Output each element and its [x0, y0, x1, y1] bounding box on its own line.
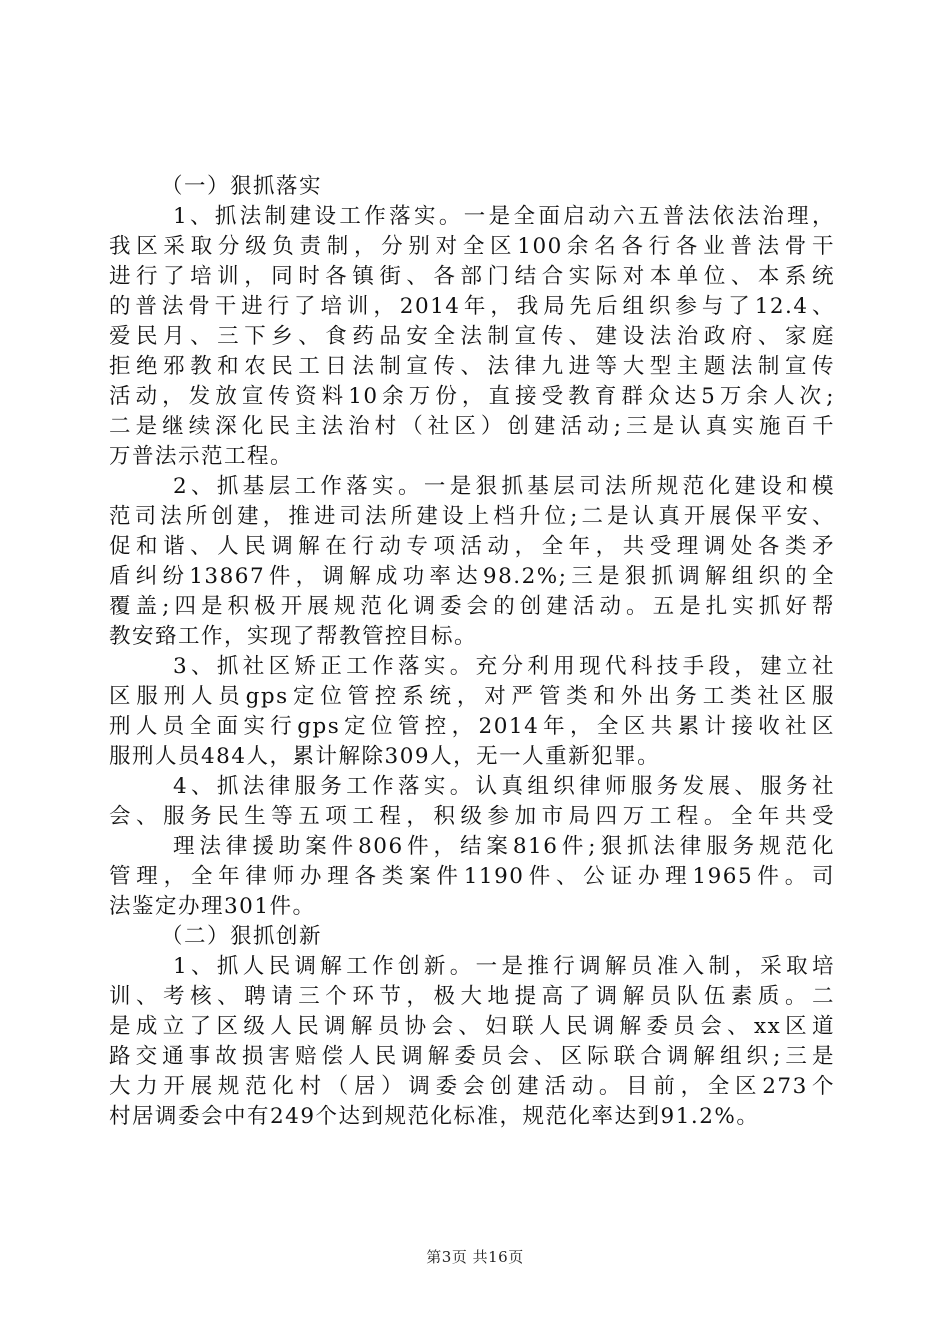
paragraph-line: 大力开展规范化村（居）调委会创建活动。目前，全区273个: [109, 1074, 835, 1099]
paragraph-line: 法鉴定办理301件。: [109, 894, 316, 919]
document-body: [109, 172, 835, 1132]
paragraph-line: 爱民月、三下乡、食药品安全法制宣传、建设法治政府、家庭: [109, 324, 835, 349]
paragraph-line: 2、抓基层工作落实。一是狠抓基层司法所规范化建设和模: [173, 474, 835, 499]
paragraph-line: 路交通事故损害赔偿人民调解委员会、区际联合调解组织;三是: [109, 1044, 835, 1069]
paragraph-line: 拒绝邪教和农民工日法制宣传、法律九进等大型主题法制宣传: [109, 354, 835, 379]
paragraph-line: 会、服务民生等五项工程，积级参加市局四万工程。全年共受: [109, 804, 835, 829]
paragraph-line: 促和谐、人民调解在行动专项活动，全年，共受理调处各类矛: [109, 534, 835, 559]
paragraph-line: 我区采取分级负责制，分别对全区100余名各行各业普法骨干: [109, 234, 835, 259]
paragraph-line: 1、抓法制建设工作落实。一是全面启动六五普法依法治理，: [173, 204, 835, 229]
paragraph-line: 管理，全年律师办理各类案件1190件、公证办理1965件。司: [109, 864, 835, 889]
paragraph-line: 刑人员全面实行gps定位管控，2014年，全区共累计接收社区: [109, 714, 835, 739]
paragraph-line: 盾纠纷13867件，调解成功率达98.2%;三是狠抓调解组织的全: [109, 564, 835, 589]
paragraph-line: 覆盖;四是积极开展规范化调委会的创建活动。五是扎实抓好帮: [109, 594, 835, 619]
paragraph-line: 二是继续深化民主法治村（社区）创建活动;三是认真实施百千: [109, 414, 835, 439]
paragraph-line: 3、抓社区矫正工作落实。充分利用现代科技手段，建立社: [173, 654, 835, 679]
paragraph-line: 4、抓法律服务工作落实。认真组织律师服务发展、服务社: [173, 774, 835, 799]
paragraph-line: 区服刑人员gps定位管控系统，对严管类和外出务工类社区服: [109, 684, 835, 709]
paragraph-line: 进行了培训，同时各镇街、各部门结合实际对本单位、本系统: [109, 264, 835, 289]
paragraph-line: 是成立了区级人民调解员协会、妇联人民调解委员会、xx区道: [109, 1014, 835, 1039]
page-number-footer: 第3页 共16页: [426, 1248, 524, 1266]
section-heading: （一）狠抓落实: [161, 174, 323, 199]
paragraph-line: 服刑人员484人，累计解除309人，无一人重新犯罪。: [109, 744, 661, 769]
paragraph-line: 的普法骨干进行了培训，2014年，我局先后组织参与了12.4、: [109, 294, 835, 319]
paragraph-line: 教安臵工作，实现了帮教管控目标。: [109, 624, 478, 649]
paragraph-line: 理法律援助案件806件，结案816件;狠抓法律服务规范化: [173, 834, 835, 859]
section-heading: （二）狠抓创新: [161, 924, 323, 949]
paragraph-line: 1、抓人民调解工作创新。一是推行调解员准入制，采取培: [173, 954, 835, 979]
paragraph-line: 活动，发放宣传资料10余万份，直接受教育群众达5万余人次;: [109, 384, 835, 409]
paragraph-line: 训、考核、聘请三个环节，极大地提高了调解员队伍素质。二: [109, 984, 835, 1009]
paragraph-line: 万普法示范工程。: [109, 444, 294, 469]
paragraph-line: 村居调委会中有249个达到规范化标准，规范化率达到91.2%。: [109, 1104, 760, 1129]
paragraph-line: 范司法所创建，推进司法所建设上档升位;二是认真开展保平安、: [109, 504, 835, 529]
